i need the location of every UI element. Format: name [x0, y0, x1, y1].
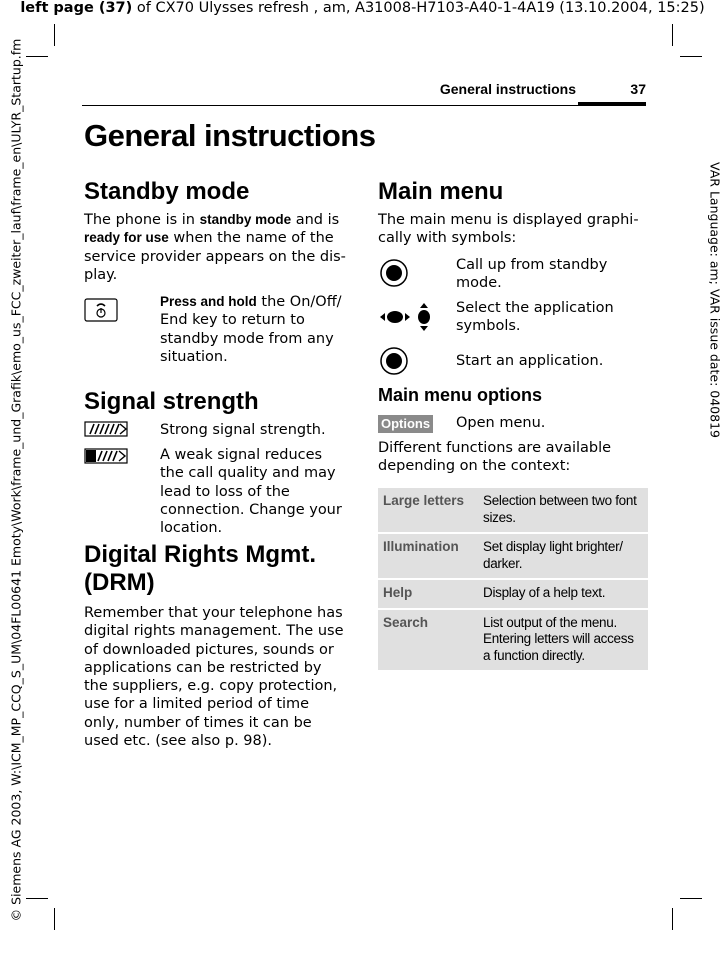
main-menu-item-text: Start an application. — [456, 353, 604, 369]
drm-text: Remember that your telephone has digital rights management. The use of downloaded pictures, sounds or applications can be restricted by the suppliers, e.g. copy protection, use for a limited period of time only, number of times it can be used etc. (see also p. 98). — [84, 605, 344, 750]
table-row: Large letters Selection between two font sizes. — [378, 488, 648, 532]
signal-weak-icon — [84, 448, 128, 468]
main-menu-options-heading: Main menu options — [378, 385, 542, 405]
drm-heading-line2: (DRM) — [84, 569, 155, 596]
options-softkey-text: Open menu. — [456, 415, 546, 431]
joystick-navigate-icon — [378, 302, 434, 336]
drm-section — [84, 541, 346, 750]
main-menu-intro: The main menu is displayed graphi-cally with symbols: — [378, 212, 639, 247]
drm-heading-line1: Digital Rights Mgmt. — [84, 541, 316, 568]
print-header-bold: left page (37) — [20, 0, 133, 16]
table-row: Search List output of the menu. Entering letters will access a function directly. — [378, 610, 648, 671]
signal-weak-text: A weak signal reduces the call quality and may lead to loss of the connection. Change your location. — [160, 447, 342, 537]
table-row: Help Display of a help text. — [378, 580, 648, 608]
signal-strong-text: Strong signal strength. — [160, 422, 326, 438]
main-menu-heading: Main menu — [378, 178, 504, 205]
standby-item-text: Press and hold the On/Off/ End key to return to standby mode from any situation. — [160, 294, 342, 365]
standby-heading: Standby mode — [84, 178, 250, 205]
header-rule — [82, 105, 646, 106]
options-softkey: Options — [378, 413, 433, 433]
signal-strong-icon — [84, 421, 128, 441]
options-table — [378, 486, 648, 672]
page-number: 37 — [630, 81, 646, 97]
table-row: Illumination Set display light brighter/ darker. — [378, 534, 648, 578]
main-menu-item-text: Call up from standby mode. — [456, 257, 608, 292]
page-title: General instructions — [84, 118, 376, 153]
joystick-press-icon — [379, 346, 409, 380]
print-header — [0, 0, 725, 16]
standby-text: The phone is in standby mode and is ready for use when the name of the service provider appears on the dis-play. — [84, 212, 346, 283]
context-text: Different functions are available depending on the context: — [378, 440, 612, 475]
side-info-left: © Siemens AG 2003, W:\ICM_MP_CCQ_S_UM\04FL00641 Emoty\Work\frame_und_Grafik\emo_us_FCC_zweiter_lauf\frame_en\ULYR_Startup.fm — [8, 38, 24, 922]
side-info-right: VAR Language: am; VAR issue date: 040819 — [707, 162, 723, 438]
signal-heading: Signal strength — [84, 388, 259, 415]
print-header-rest: of CX70 Ulysses refresh , am, A31008-H7103-A40-1-4A19 (13.10.2004, 15:25) — [132, 0, 705, 16]
joystick-press-icon — [379, 258, 409, 292]
main-menu-item-text: Select the application symbols. — [456, 300, 614, 335]
main-menu-section — [378, 178, 646, 248]
header-rule-accent — [578, 102, 646, 105]
standby-section — [84, 178, 346, 284]
running-header-title: General instructions — [439, 81, 576, 97]
end-key-icon — [84, 298, 118, 322]
